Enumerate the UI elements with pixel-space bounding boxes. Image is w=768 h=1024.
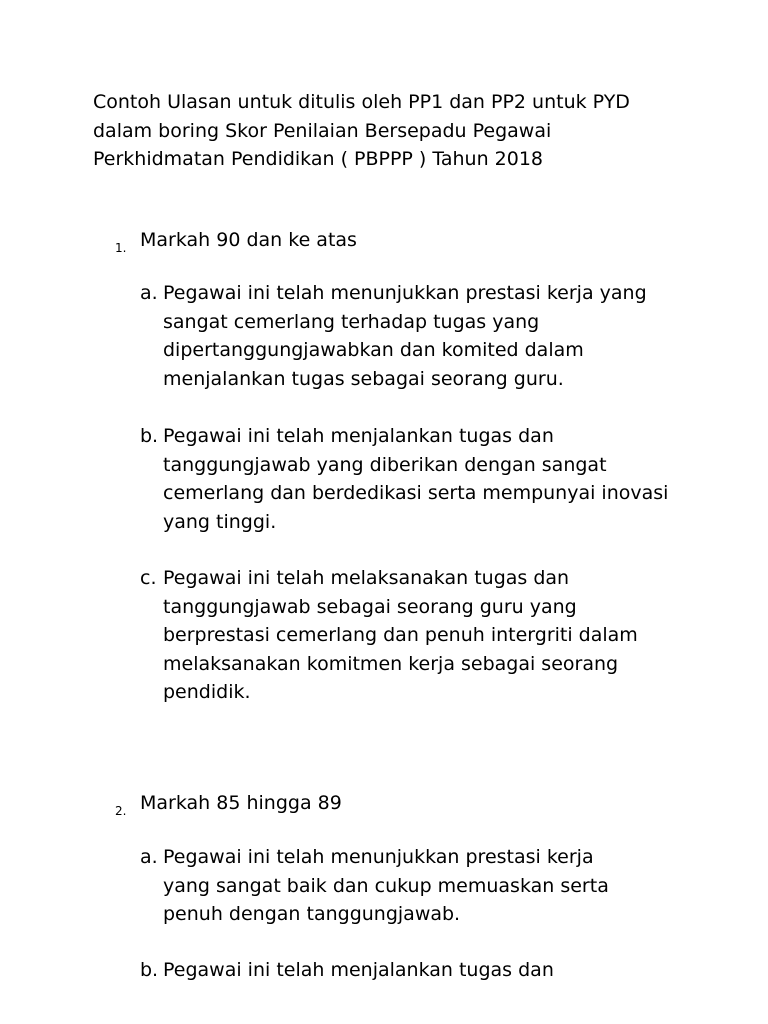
item-letter: b.: [140, 959, 159, 981]
section-label: Markah 85 hingga 89: [140, 792, 342, 814]
section-label: Markah 90 dan ke atas: [140, 229, 357, 251]
item-letter: c.: [140, 567, 157, 589]
list-item: [140, 843, 680, 929]
list-item: [140, 422, 680, 536]
item-text: Pegawai ini telah menunjukkan prestasi kerja yang sangat cemerlang terhadap tugas yang dipertanggungjawabkan dan komited dalam menjalankan tugas sebagai seorang guru.: [163, 282, 647, 390]
document-title: Contoh Ulasan untuk ditulis oleh PP1 dan PP2 untuk PYD dalam boring Skor Penilaian Bersepadu Pegawai Perkhidmatan Pendidikan ( PBPPP ) Tahun 2018: [93, 91, 630, 170]
section-number: 1.: [115, 241, 127, 255]
item-letter: a.: [140, 282, 158, 304]
item-letter: b.: [140, 425, 159, 447]
item-text: Pegawai ini telah menjalankan tugas dan: [163, 959, 554, 981]
list-item: [140, 279, 680, 393]
list-item: [140, 564, 680, 707]
item-letter: a.: [140, 846, 158, 868]
list-item: [140, 956, 680, 985]
section-number: 2.: [115, 804, 127, 818]
item-text: Pegawai ini telah menunjukkan prestasi kerja yang sangat baik dan cukup memuaskan serta penuh dengan tanggungjawab.: [163, 846, 609, 925]
item-text: Pegawai ini telah melaksanakan tugas dan tanggungjawab sebagai seorang guru yang berprestasi cemerlang dan penuh intergriti dalam melaksanakan komitmen kerja sebagai seorang pendidik.: [163, 567, 638, 703]
item-text: Pegawai ini telah menjalankan tugas dan tanggungjawab yang diberikan dengan sangat cemerlang dan berdedikasi serta mempunyai inovasi yang tinggi.: [163, 425, 669, 533]
